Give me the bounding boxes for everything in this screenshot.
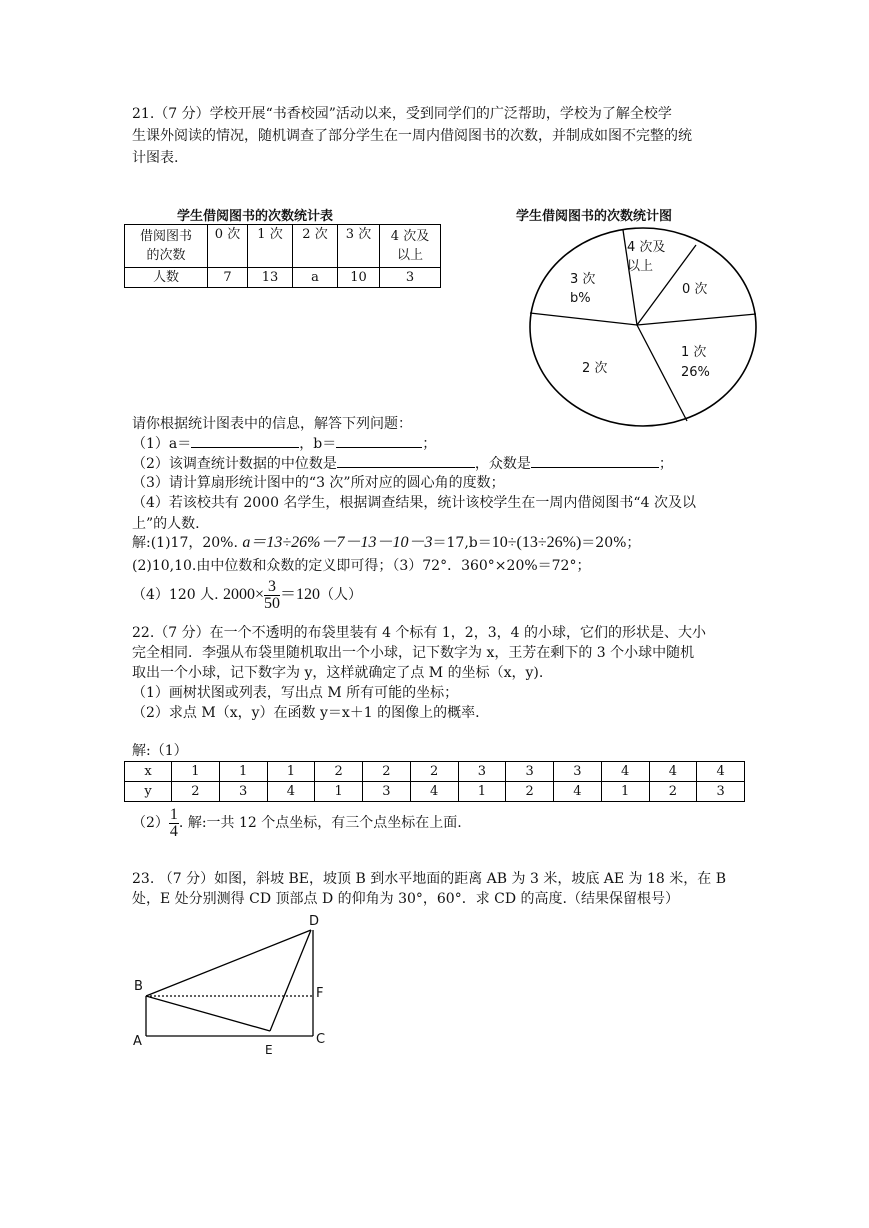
q22-text-line1: 22.（7 分）在一个不透明的布袋里装有 4 个标有 1，2，3，4 的小球，它们的形状是、大小 xyxy=(132,625,706,641)
point-label-A: A xyxy=(133,1034,142,1049)
table-cell: 2 xyxy=(506,782,554,802)
q21-solution-1: 解:(1)17，20%. a＝13÷26%－7－13－10－3＝17,b＝10÷(13÷26%)＝20%； xyxy=(132,534,641,551)
table-row-label: x xyxy=(125,762,172,782)
table-cell: 7 xyxy=(208,268,248,288)
q22-coordinate-table xyxy=(124,761,745,802)
table-header-cell: 0 次 xyxy=(208,225,248,268)
q23-text-line2: 处，E 处分别测得 CD 顶部点 D 的仰角为 30°，60°．求 CD 的高度.（结果保留根号） xyxy=(132,891,679,907)
table-cell: 3 xyxy=(506,762,554,782)
q21-table-title: 学生借阅图书的次数统计表 xyxy=(177,209,334,224)
q21-text-line2: 生课外阅读的情况，随机调查了部分学生在一周内借阅图书的次数，并制成如图不完整的统 xyxy=(132,128,692,144)
table-header-cell: 2 次 xyxy=(293,225,338,268)
segment-BD xyxy=(146,930,311,996)
q21-part4-line1: （4）若该校共有 2000 名学生，根据调查结果，统计该校学生在一周内借阅图书“4 次及以 xyxy=(132,495,696,511)
answer-blank[interactable] xyxy=(191,433,299,448)
table-cell: 2 xyxy=(363,762,411,782)
q22-text-line3: 取出一个小球，记下数字为 y，这样就确定了点 M 的坐标（x，y). xyxy=(132,665,544,681)
point-label-B: B xyxy=(134,979,143,994)
pie-label-three-pct: b% xyxy=(570,291,591,306)
q21-prompt: 请你根据统计图表中的信息，解答下列问题： xyxy=(132,416,412,432)
table-cell: 2 xyxy=(172,782,220,802)
pie-label-four-plus: 4 次及 xyxy=(627,240,666,255)
table-cell: 1 xyxy=(458,782,506,802)
table-cell: 4 xyxy=(410,782,458,802)
pie-sector-line xyxy=(530,313,637,325)
fraction: $\frac{3}{50}$ xyxy=(264,577,281,612)
q22-solution-label: 解:（1） xyxy=(132,743,188,759)
point-label-F: F xyxy=(316,986,324,1001)
q22-solution-2: （2） $\frac{1}{4}$ . 解:一共 12 个点坐标，有三个点坐标在上面. xyxy=(132,805,462,840)
table-cell: 3 xyxy=(697,782,745,802)
table-cell: 4 xyxy=(601,762,649,782)
q23-text-line1: 23. （7 分）如图，斜坡 BE，坡顶 B 到水平地面的距离 AB 为 3 米，坡底 AE 为 18 米，在 B xyxy=(132,871,727,887)
q21-text-line3: 计图表. xyxy=(132,150,179,166)
table-header-cell: 借阅图书 的次数 xyxy=(125,225,208,268)
q21-part4-line2: 上”的人数. xyxy=(132,516,200,532)
table-cell: a xyxy=(293,268,338,288)
pie-label-two: 2 次 xyxy=(582,361,608,376)
table-cell: 4 xyxy=(267,782,315,802)
table-cell: 4 xyxy=(697,762,745,782)
q21-part1: （1）a＝ ，b＝ ； xyxy=(132,433,436,454)
q21-solution-4: （4）120 人. 2000× $\frac{3}{50}$ ＝120（人） xyxy=(132,577,363,612)
q21-part3: （3）请计算扇形统计图中的“3 次”所对应的圆心角的度数； xyxy=(132,475,505,491)
table-cell: 3 xyxy=(554,762,602,782)
q21-pie-chart xyxy=(520,225,765,430)
pie-label-three: 3 次 xyxy=(570,272,596,287)
segment-ED xyxy=(270,930,311,1031)
q21-part2: （2）该调查统计数据的中位数是 ，众数是 ； xyxy=(132,453,673,474)
pie-label-four-plus-b: 以上 xyxy=(627,259,654,274)
table-cell: 1 xyxy=(219,762,267,782)
table-cell: 3 xyxy=(363,782,411,802)
table-cell: 13 xyxy=(248,268,293,288)
q21-solution-2: (2)10,10.由中位数和众数的定义即可得；（3）72°．360°×20%＝72°； xyxy=(132,558,591,574)
pie-label-one-pct: 26% xyxy=(681,365,710,380)
table-cell: 2 xyxy=(315,762,363,782)
table-row-label: 人数 xyxy=(125,268,208,288)
table-cell: 2 xyxy=(410,762,458,782)
table-cell: 1 xyxy=(172,762,220,782)
segment-BE xyxy=(146,996,270,1031)
pie-outline xyxy=(530,228,756,426)
table-header-cell: 3 次 xyxy=(338,225,380,268)
answer-blank[interactable] xyxy=(337,453,475,468)
pie-sector-line xyxy=(637,325,687,421)
answer-blank[interactable] xyxy=(336,433,422,448)
q21-frequency-table xyxy=(124,224,441,288)
point-label-D: D xyxy=(309,914,320,929)
table-cell: 2 xyxy=(649,782,697,802)
point-label-C: C xyxy=(316,1032,326,1047)
table-row-label: y xyxy=(125,782,172,802)
pie-sector-line xyxy=(637,314,756,325)
table-cell: 4 xyxy=(554,782,602,802)
table-header-cell: 1 次 xyxy=(248,225,293,268)
table-cell: 1 xyxy=(601,782,649,802)
q21-pie-title: 学生借阅图书的次数统计图 xyxy=(516,209,673,224)
table-cell: 3 xyxy=(219,782,267,802)
pie-label-one: 1 次 xyxy=(681,345,707,360)
table-cell: 3 xyxy=(380,268,441,288)
table-cell: 4 xyxy=(649,762,697,782)
table-cell: 1 xyxy=(315,782,363,802)
table-cell: 1 xyxy=(267,762,315,782)
table-cell: 3 xyxy=(458,762,506,782)
answer-blank[interactable] xyxy=(531,453,659,468)
pie-label-zero: 0 次 xyxy=(682,282,708,297)
q23-geometry-figure xyxy=(125,905,340,1060)
table-cell: 10 xyxy=(338,268,380,288)
q21-text-line1: 21.（7 分）学校开展“书香校园”活动以来，受到同学们的广泛帮助，学校为了解全校学 xyxy=(132,106,672,122)
fraction: $\frac{1}{4}$ xyxy=(169,805,178,840)
table-header-cell: 4 次及 以上 xyxy=(380,225,441,268)
point-label-E: E xyxy=(265,1043,273,1057)
q22-part1: （1）画树状图或列表，写出点 M 所有可能的坐标； xyxy=(132,685,459,701)
q22-part2: （2）求点 M（x，y）在函数 y＝x＋1 的图像上的概率. xyxy=(132,705,480,721)
q22-text-line2: 完全相同．李强从布袋里随机取出一个小球，记下数字为 x，王芳在剩下的 3 个小球中随机 xyxy=(132,645,695,661)
